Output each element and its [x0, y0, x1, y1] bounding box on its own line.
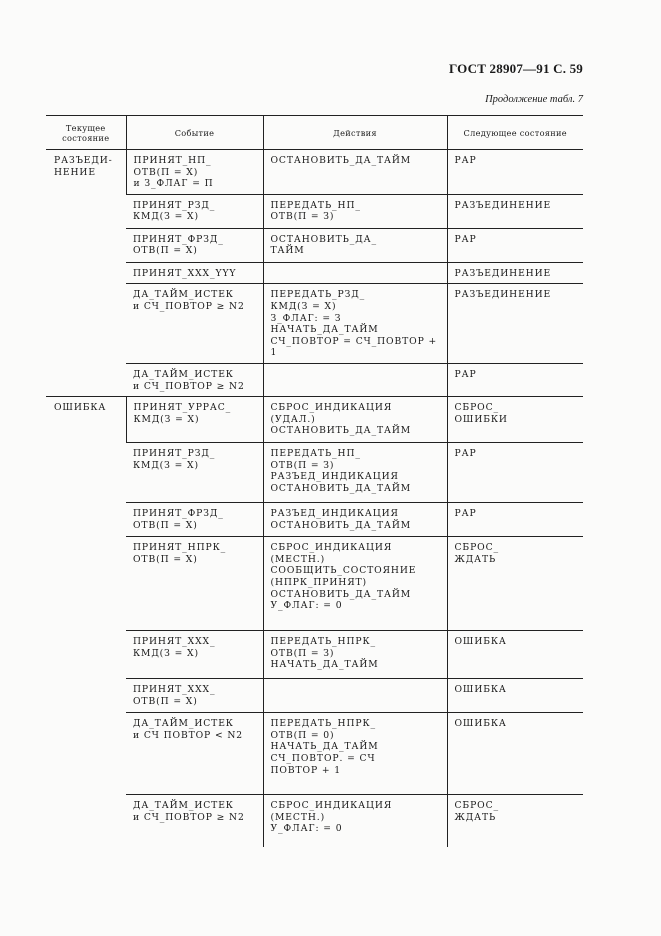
next-state-cell: РАР: [447, 363, 583, 396]
actions-cell: [263, 679, 447, 713]
document-header: ГОСТ 28907—91 С. 59: [449, 61, 583, 76]
event-cell: ПРИНЯТ_РЗД_ КМД(З = X): [126, 194, 263, 228]
table-row: [46, 443, 583, 503]
next-state-cell: РАР: [447, 228, 583, 262]
next-state-cell: РАЗЪЕДИНЕНИЕ: [447, 194, 583, 228]
next-state-cell: СБРОС_ ОШИБКИ: [447, 397, 583, 443]
actions-cell: РАЗЪЕД_ИНДИКАЦИЯ ОСТАНОВИТЬ_ДА_ТАЙМ: [263, 503, 447, 537]
table-row: [46, 262, 583, 284]
event-cell: ДА_ТАЙМ_ИСТЕК и СЧ_ПОВТОР ≥ N2: [126, 363, 263, 396]
next-state-cell: РАР: [447, 150, 583, 195]
event-cell: ДА_ТАЙМ_ИСТЕК и СЧ_ПОВТОР ≥ N2: [126, 795, 263, 847]
event-cell: ПРИНЯТ_ФРЗД_ ОТВ(П = X): [126, 503, 263, 537]
next-state-cell: ОШИБКА: [447, 679, 583, 713]
event-cell: ДА_ТАЙМ_ИСТЕК и СЧ_ПОВТОР ≥ N2: [126, 284, 263, 364]
table-continuation-label: Продолжение табл. 7: [485, 94, 583, 105]
actions-cell: ПЕРЕДАТЬ_НП_ ОТВ(П = З) РАЗЪЕД_ИНДИКАЦИЯ ОСТАНОВИТЬ_ДА_ТАЙМ: [263, 443, 447, 503]
event-cell: ДА_ТАЙМ_ИСТЕК и СЧ ПОВТОР < N2: [126, 713, 263, 795]
current-state-cell: ОШИБКА: [46, 397, 126, 847]
current-state-cell: РАЗЪЕДИ- НЕНИЕ: [46, 150, 126, 397]
event-cell: ПРИНЯТ_ХХХ_YYY: [126, 262, 263, 284]
next-state-cell: ОШИБКА: [447, 631, 583, 679]
table-row: [46, 631, 583, 679]
next-state-cell: РАЗЪЕДИНЕНИЕ: [447, 262, 583, 284]
table-row: [46, 795, 583, 847]
next-state-cell: СБРОС_ ЖДАТЬ: [447, 795, 583, 847]
table-row: [46, 537, 583, 631]
table-row: [46, 363, 583, 396]
table-header-row: [46, 116, 583, 150]
actions-cell: [263, 363, 447, 396]
column-header-actions: Действия: [263, 116, 447, 150]
column-header-current-state: Текущее состояние: [46, 116, 126, 150]
actions-cell: ПЕРЕДАТЬ_НПРК_ ОТВ(П = З) НАЧАТЬ_ДА_ТАЙМ: [263, 631, 447, 679]
actions-cell: ОСТАНОВИТЬ_ДА_ ТАЙМ: [263, 228, 447, 262]
actions-cell: ПЕРЕДАТЬ_НП_ ОТВ(П = З): [263, 194, 447, 228]
event-cell: ПРИНЯТ_ХХХ_ ОТВ(П = X): [126, 679, 263, 713]
column-header-event: Событие: [126, 116, 263, 150]
actions-cell: ПЕРЕДАТЬ_РЗД_ КМД(З = X) З_ФЛАГ: = З НАЧАТЬ_ДА_ТАЙМ СЧ_ПОВТОР = СЧ_ПОВТОР + 1: [263, 284, 447, 364]
event-cell: ПРИНЯТ_НПРК_ ОТВ(П = X): [126, 537, 263, 631]
event-cell: ПРИНЯТ_НП_ ОТВ(П = X) и З_ФЛАГ = П: [126, 150, 263, 195]
actions-cell: СБРОС_ИНДИКАЦИЯ (МЕСТН.) СООБЩИТЬ_СОСТОЯНИЕ (НПРК_ПРИНЯТ) ОСТАНОВИТЬ_ДА_ТАЙМ У_ФЛАГ: = 0: [263, 537, 447, 631]
event-cell: ПРИНЯТ_ХХХ_ КМД(З = X): [126, 631, 263, 679]
event-cell: ПРИНЯТ_УРРАС_ КМД(З = X): [126, 397, 263, 443]
event-cell: ПРИНЯТ_РЗД_ КМД(З = X): [126, 443, 263, 503]
next-state-cell: ОШИБКА: [447, 713, 583, 795]
next-state-cell: РАР: [447, 443, 583, 503]
next-state-cell: СБРОС_ ЖДАТЬ: [447, 537, 583, 631]
table-row: [46, 397, 583, 443]
actions-cell: СБРОС_ИНДИКАЦИЯ (УДАЛ.) ОСТАНОВИТЬ_ДА_ТАЙМ: [263, 397, 447, 443]
table-row: [46, 194, 583, 228]
next-state-cell: РАР: [447, 503, 583, 537]
table-row: [46, 228, 583, 262]
column-header-next-state: Следующее состояние: [447, 116, 583, 150]
table-body: [46, 150, 583, 847]
state-transition-table: [46, 115, 583, 847]
table-row: [46, 284, 583, 364]
actions-cell: СБРОС_ИНДИКАЦИЯ (МЕСТН.) У_ФЛАГ: = 0: [263, 795, 447, 847]
actions-cell: [263, 262, 447, 284]
table-row: [46, 503, 583, 537]
table-row: [46, 150, 583, 195]
event-cell: ПРИНЯТ_ФРЗД_ ОТВ(П = X): [126, 228, 263, 262]
table-row: [46, 679, 583, 713]
actions-cell: ПЕРЕДАТЬ_НПРК_ ОТВ(П = 0) НАЧАТЬ_ДА_ТАЙМ СЧ_ПОВТОР. = СЧ ПОВТОР + 1: [263, 713, 447, 795]
actions-cell: ОСТАНОВИТЬ_ДА_ТАЙМ: [263, 150, 447, 195]
table-row: [46, 713, 583, 795]
next-state-cell: РАЗЪЕДИНЕНИЕ: [447, 284, 583, 364]
